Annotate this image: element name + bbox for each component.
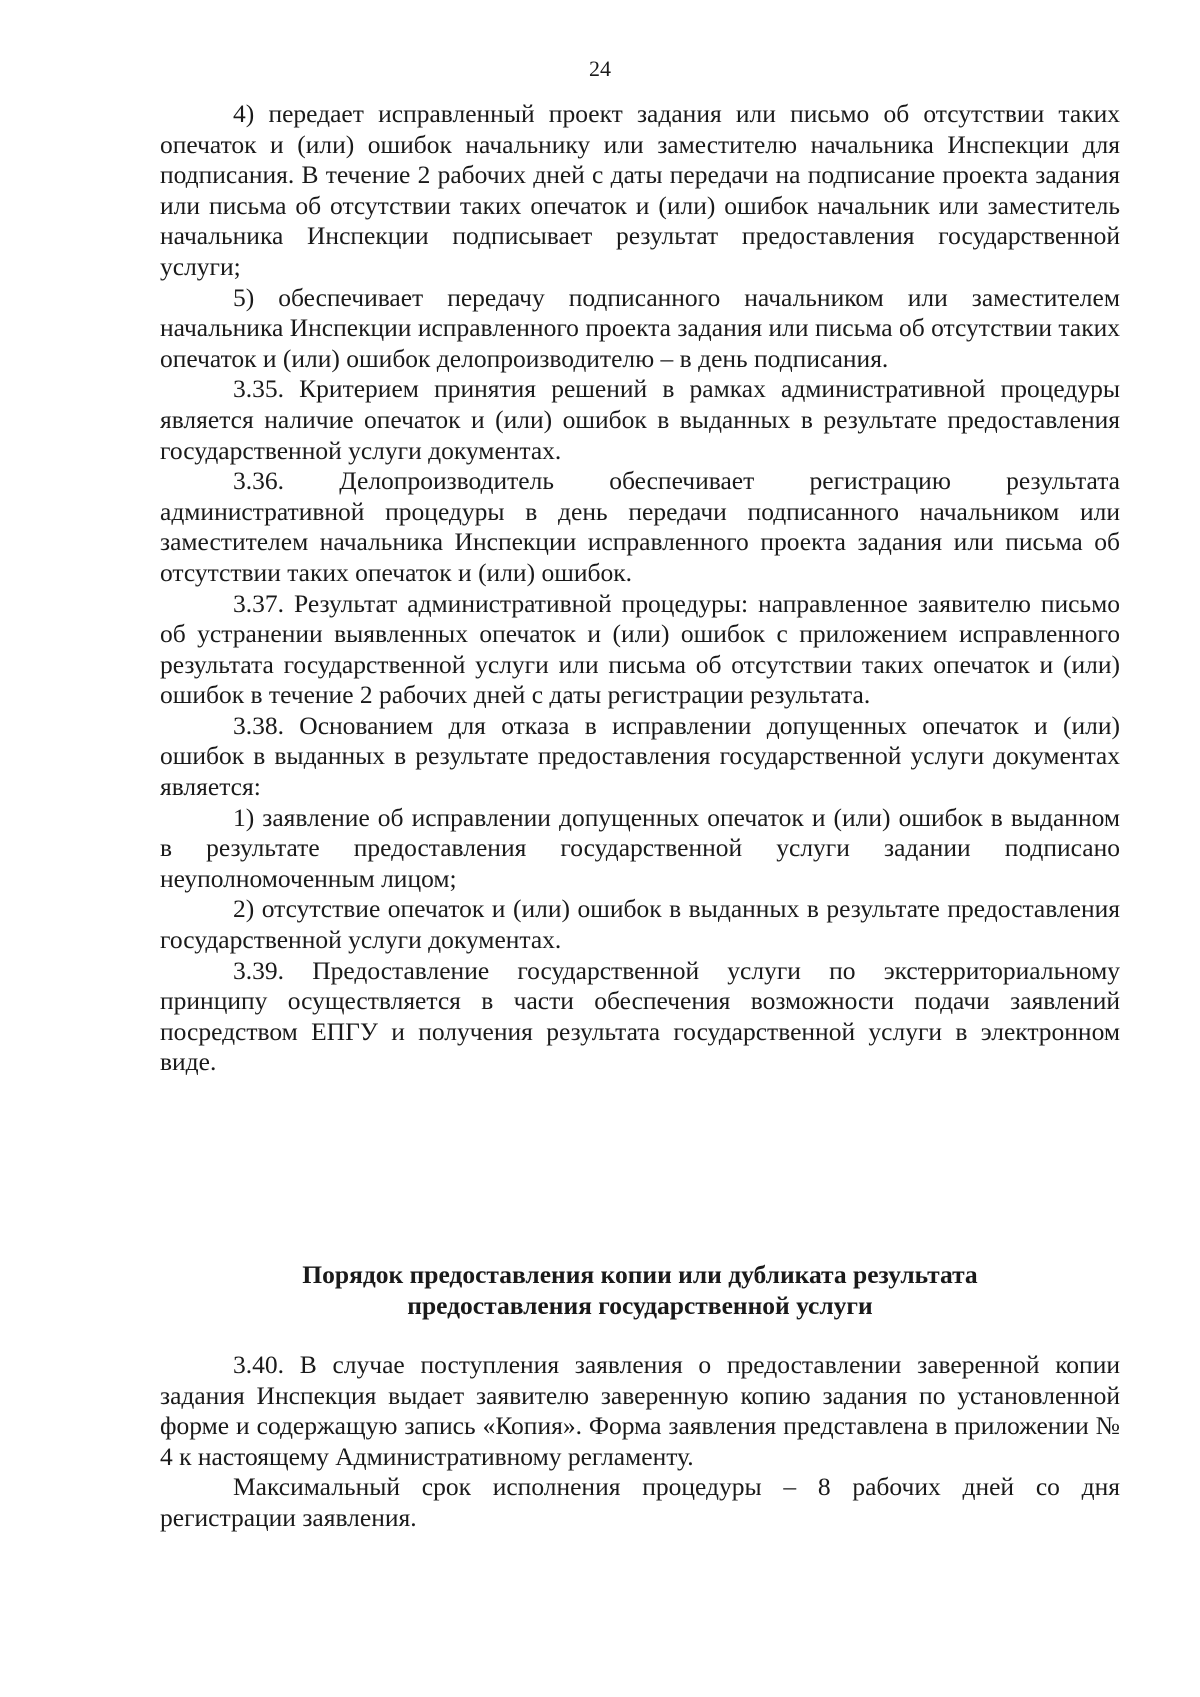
paragraph-3-35: 3.35. Критерием принятия решений в рамках административной процедуры является наличие опечаток и (или) ошибок в выданных в результате предоставления государственной услуги документах. xyxy=(160,374,1120,465)
paragraph-item-5: 5) обеспечивает передачу подписанного начальником или заместителем начальника Инспекции исправленного проекта задания или письма об отсутствии таких опечаток и (или) ошибок делопроизводителю – в день подписания. xyxy=(160,282,1120,373)
paragraph-3-39: 3.39. Предоставление государственной услуги по экстерриториальному принципу осуществляется в части обеспечения возможности подачи заявлений посредством ЕПГУ и получения результата государственной услуги в электронном виде. xyxy=(160,955,1120,1077)
section-heading-line-1: Порядок предоставления копии или дубликата результата xyxy=(302,1260,978,1289)
page-number: 24 xyxy=(589,56,611,81)
paragraph-refusal-item-1: 1) заявление об исправлении допущенных опечаток и (или) ошибок в выданном в результате предоставления государственной услуги задании подписано неуполномоченным лицом; xyxy=(160,802,1120,893)
paragraph-3-37: 3.37. Результат административной процедуры: направленное заявителю письмо об устранении выявленных опечаток и (или) ошибок с приложением исправленного результата государственной услуги или письма об отсутствии таких опечаток и (или) ошибок в течение 2 рабочих дней с даты регистрации результата. xyxy=(160,588,1120,710)
body-text-top xyxy=(160,99,1120,1078)
paragraph-refusal-item-2: 2) отсутствие опечаток и (или) ошибок в выданных в результате предоставления государственной услуги документах. xyxy=(160,894,1120,955)
body-text-bottom xyxy=(160,1350,1120,1534)
paragraph-item-4: 4) передает исправленный проект задания или письмо об отсутствии таких опечаток и (или) ошибок начальнику или заместителю начальника Инспекции для подписания. В течение 2 рабочих дней с даты передачи на подписание проекта задания или письма об отсутствии таких опечаток и (или) ошибок начальник или заместитель начальника Инспекции подписывает результат предоставления государственной услуги; xyxy=(160,99,1120,281)
section-heading-line-2: предоставления государственной услуги xyxy=(407,1290,873,1320)
paragraph-max-term: Максимальный срок исполнения процедуры – 8 рабочих дней со дня регистрации заявления. xyxy=(160,1472,1120,1532)
paragraph-3-40: 3.40. В случае поступления заявления о предоставлении заверенной копии задания Инспекция выдает заявителю заверенную копию задания по установленной форме и содержащую запись «Копия». Форма заявления представлена в приложении № 4 к настоящему Административному регламенту. xyxy=(160,1350,1120,1471)
section-heading xyxy=(160,1260,1120,1321)
paragraph-3-36: 3.36. Делопроизводитель обеспечивает регистрацию результата административной процедуры в день передачи подписанного начальником или заместителем начальника Инспекции исправленного проекта задания или письма об отсутствии таких опечаток и (или) ошибок. xyxy=(160,466,1120,587)
paragraph-3-38: 3.38. Основанием для отказа в исправлении допущенных опечаток и (или) ошибок в выданных в результате предоставления государственной услуги документах является: xyxy=(160,710,1120,802)
section-heading-wrap xyxy=(160,1260,1120,1321)
